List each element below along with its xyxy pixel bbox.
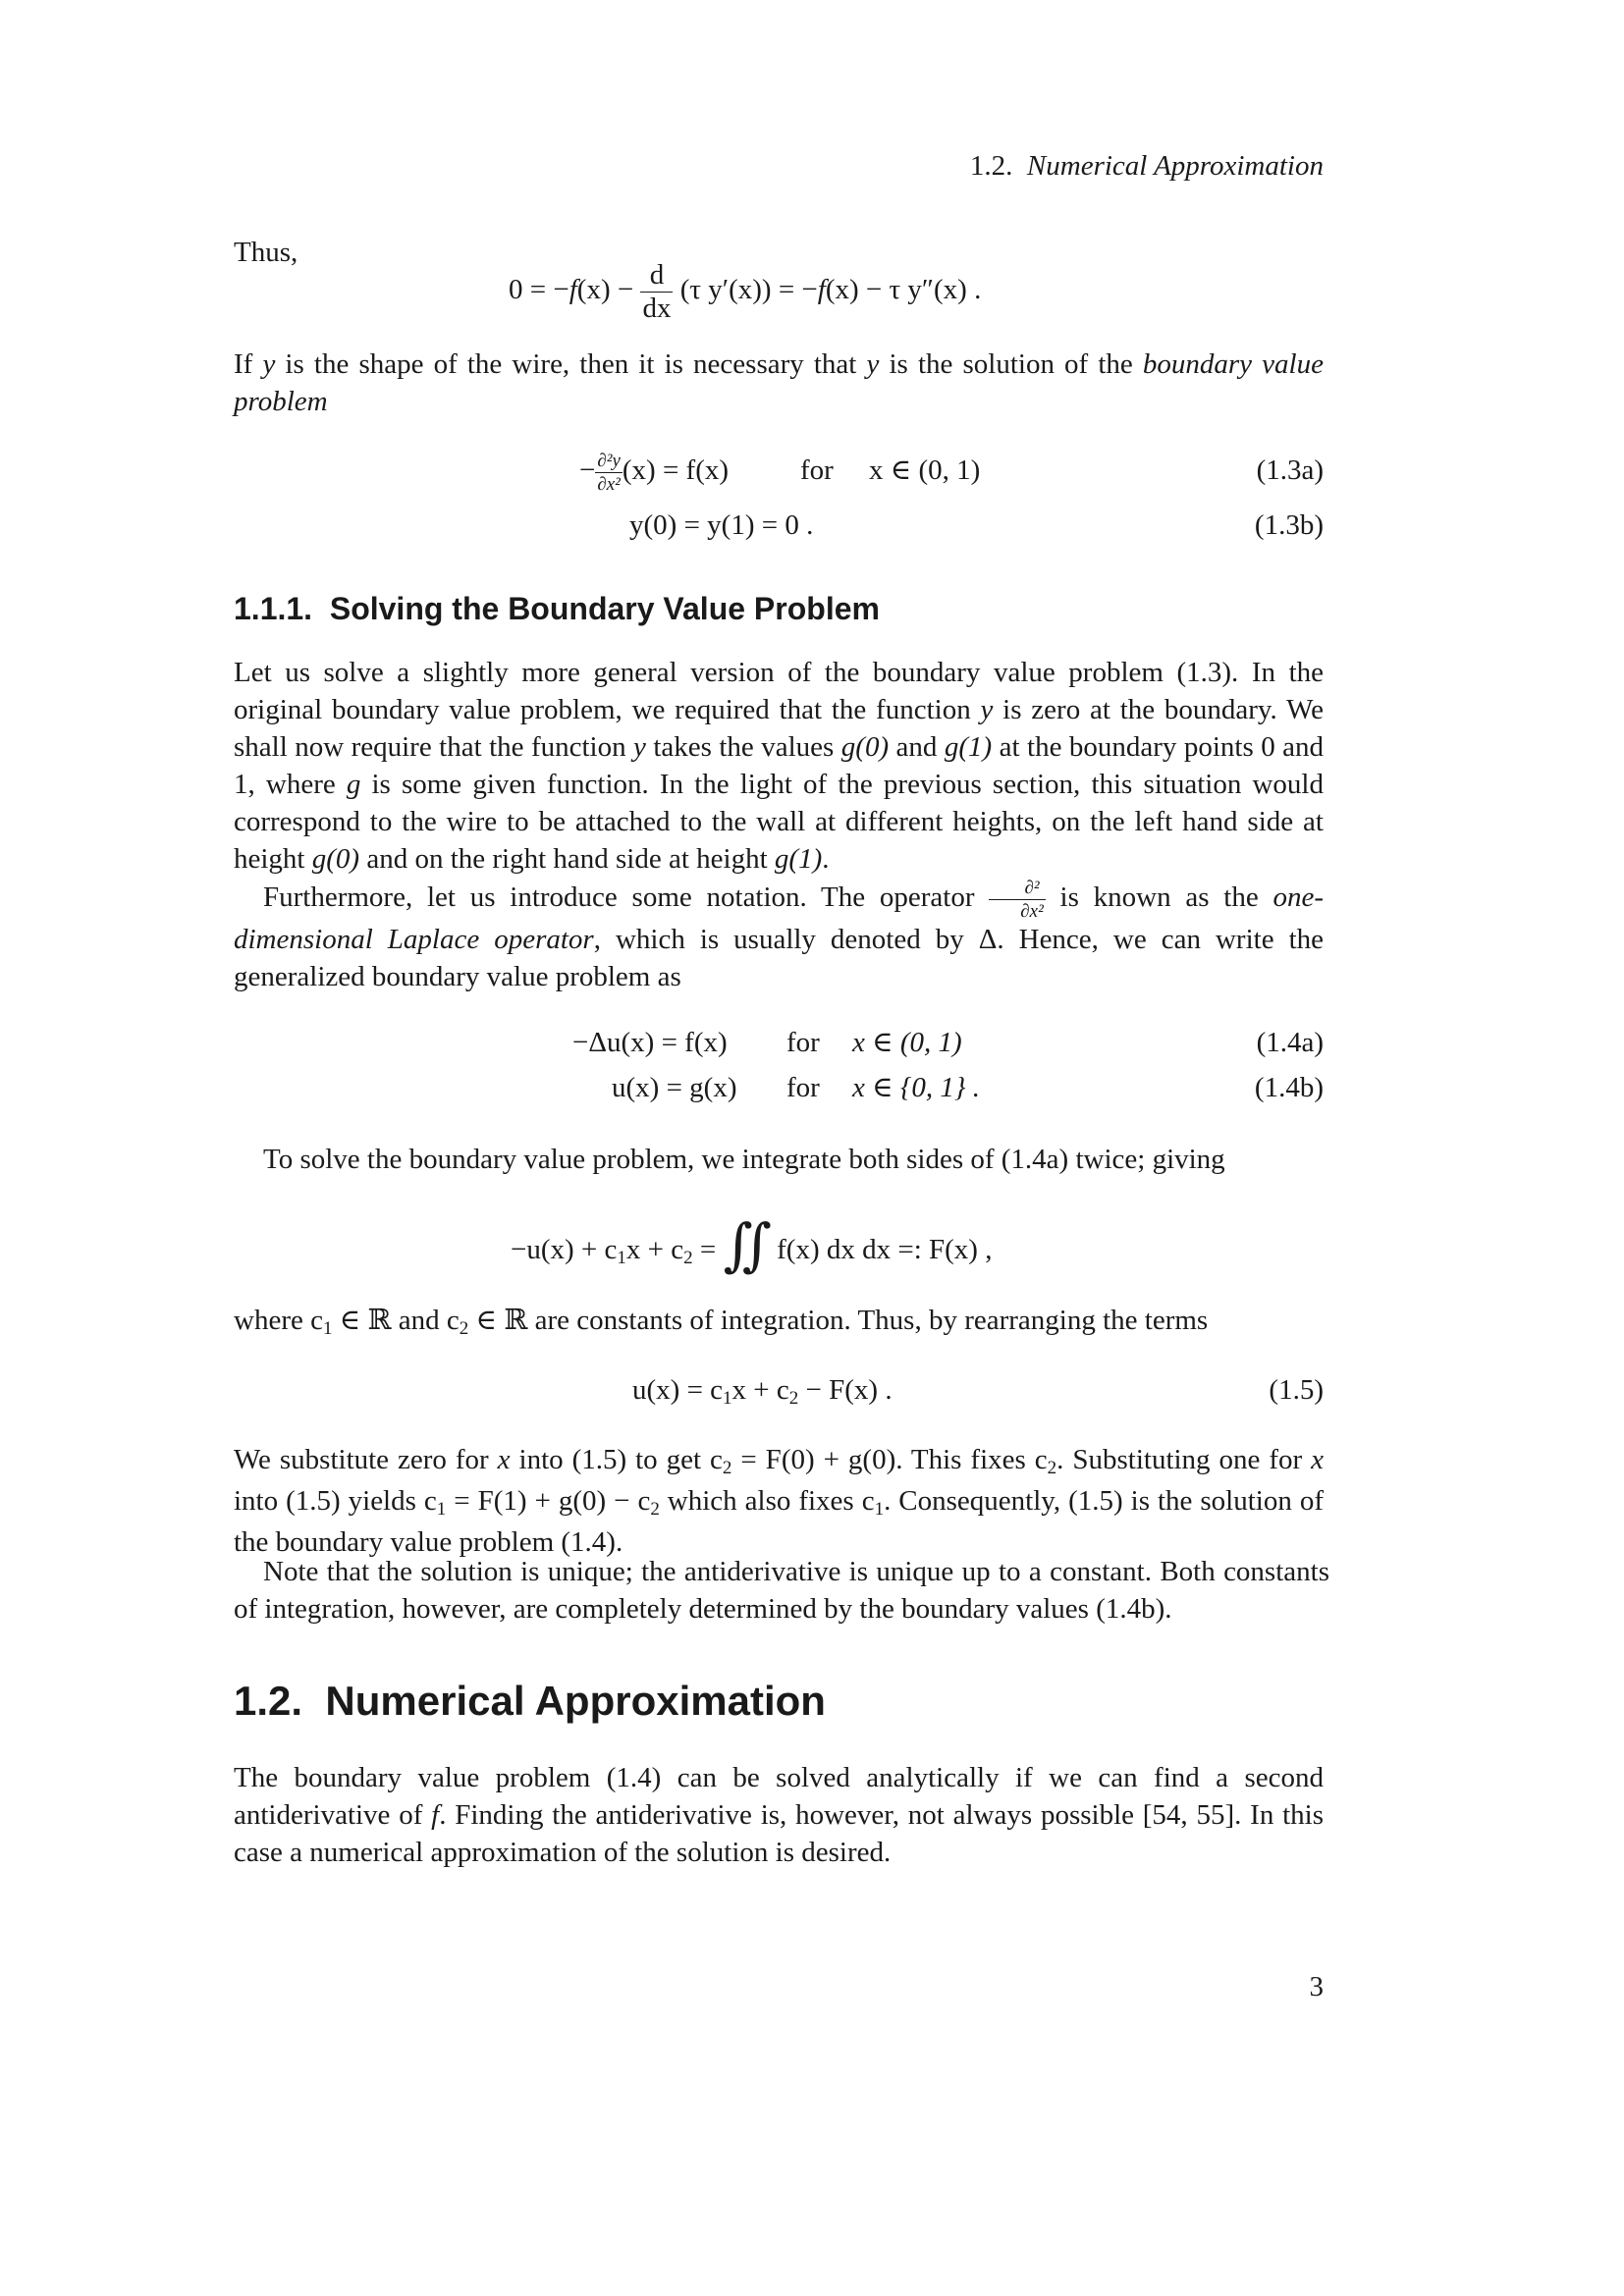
paragraph-shape: If y is the shape of the wire, then it is necessary that y is the solution of the boundary value problem: [234, 348, 1324, 417]
second-derivative-fraction: $\frac{\text{∂²y}}{\text{∂x²}}$: [597, 451, 621, 495]
paragraph-notation: Furthermore, let us introduce some notation. The operator $\frac{\text{∂²}}{\text{∂x²}}$ is known as the one-dimensional Laplace operator, which is usually denoted by Δ. Hence, we can write the generalized boundary value problem as: [234, 878, 1324, 992]
equation-1-5: u(x) = c1x + c2 − F(x) . (1.5): [234, 1371, 1324, 1411]
paragraph-substitute: We substitute zero for x into (1.5) to get c2 = F(0) + g(0). This fixes c2. Substituting one for x into (1.5) yields c1 = F(1) + g(0) − c2 which also fixes c1. Consequently, (1.5) is the solution of the boundary value problem (1.4).: [234, 1444, 1325, 1558]
equation-integral: −u(x) + c1x + c2 = ∬ f(x) dx dx =: F(x) ,: [511, 1213, 993, 1277]
page-number: 3: [1309, 1971, 1324, 2002]
paragraph-integrate: To solve the boundary value problem, we integrate both sides of (1.4a) twice; giving: [263, 1144, 1225, 1175]
equation-1-3b: y(0) = y(1) = 0 . (1.3b): [234, 507, 1324, 546]
equation-intro: 0 = −f(x) − $\frac{d}{dx}$ (τ y′(x)) = −f(x) − τ y″(x) .: [509, 259, 982, 324]
equation-number: (1.4a): [1256, 1027, 1324, 1058]
paragraph-unique: Note that the solution is unique; the antiderivative is unique up to a constant. Both constants of integration, however, are completely determined by the boundary values (1.4b).: [234, 1556, 1329, 1625]
equation-number: (1.5): [1269, 1374, 1324, 1406]
section-heading: 1.2. Numerical Approximation: [234, 1678, 826, 1724]
equation-1-3a: − $\frac{\text{∂²y}}{\text{∂x²}}$ (x) = f(x) for x ∈ (0, 1) (1.3a): [579, 451, 1324, 495]
derivative-fraction: $\frac{d}{dx}$: [642, 259, 672, 324]
operator-fraction: $\frac{\text{∂²}}{\text{∂x²}}$: [989, 879, 1046, 921]
equation-1-4a: −Δu(x) = f(x) for x ∈ (0, 1) (1.4a): [234, 1024, 1324, 1063]
running-header: [970, 147, 1324, 185]
equation-number: (1.4b): [1254, 1072, 1324, 1103]
equation-number: (1.3b): [1254, 509, 1324, 541]
paragraph-general: Let us solve a slightly more general version of the boundary value problem (1.3). In the original boundary value problem, we required that the function y is zero at the boundary. We shall now require that the function y takes the values g(0) and g(1) at the boundary points 0 and 1, where g is some given function. In the light of the previous section, this situation would correspond to the wire to be attached to the wall at different heights, on the left hand side at height g(0) and on the right hand side at height g(1).: [234, 657, 1325, 875]
paragraph-numerical: The boundary value problem (1.4) can be solved analytically if we can find a second antiderivative of f. Finding the antiderivative is, however, not always possible [54, 55]. In this case a numerical approximation of the solution is desired.: [234, 1762, 1324, 1868]
double-integral-symbol: ∬: [723, 1213, 752, 1277]
running-header-number: 1.2.: [969, 150, 1013, 182]
running-header-title: Numerical Approximation: [1026, 150, 1324, 182]
paragraph-where: where c1 ∈ ℝ and c2 ∈ ℝ are constants of integration. Thus, by rearranging the terms: [234, 1305, 1209, 1339]
subsection-heading: 1.1.1. Solving the Boundary Value Problem: [234, 591, 880, 626]
equation-number: (1.3a): [1256, 454, 1324, 486]
equation-1-4b: u(x) = g(x) for x ∈ {0, 1} . (1.4b): [234, 1069, 1324, 1108]
paragraph-thus: Thus,: [234, 237, 298, 268]
